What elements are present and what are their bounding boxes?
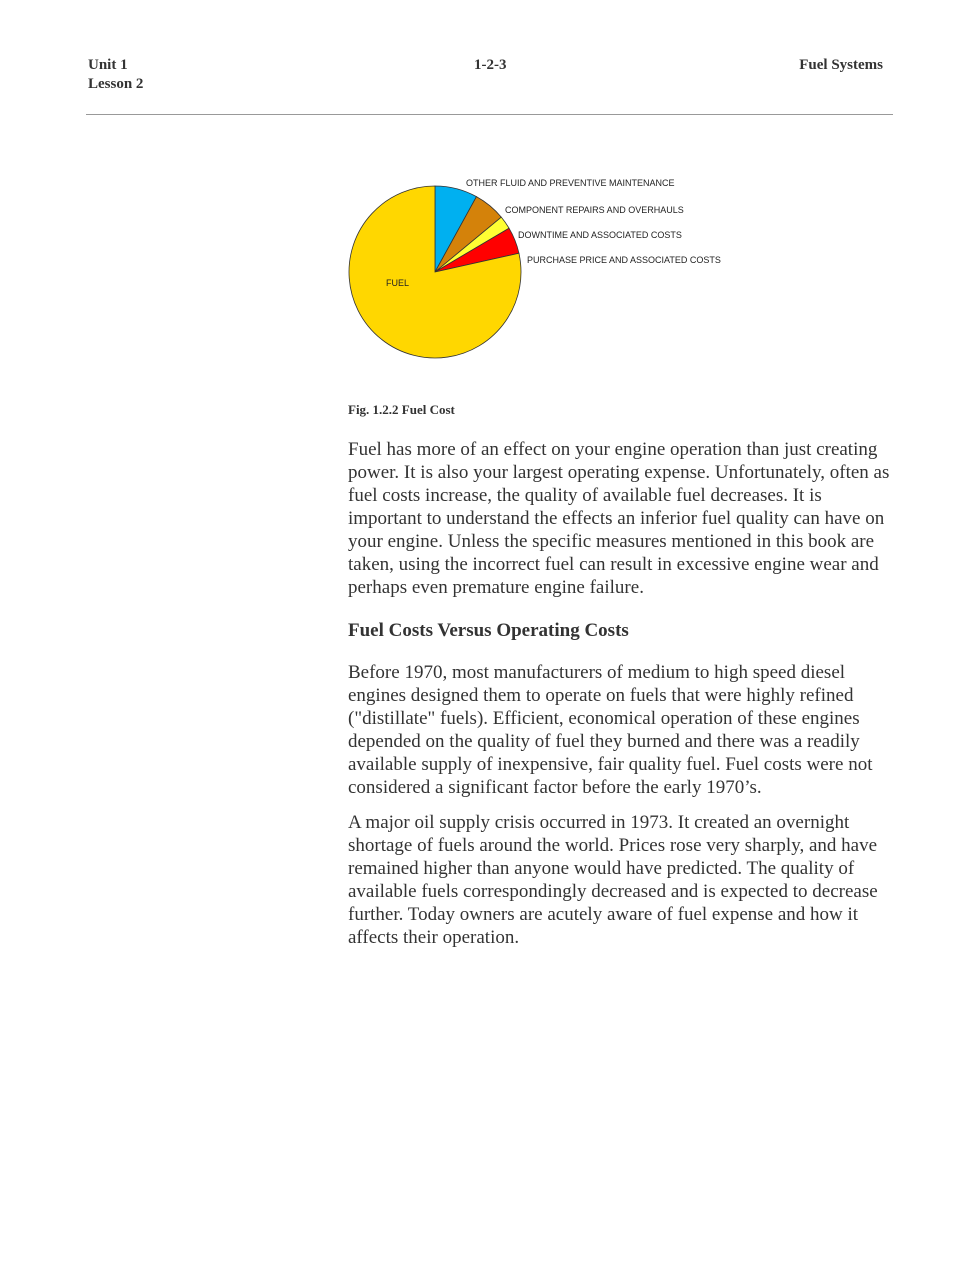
header-divider [86, 114, 893, 115]
pie-label-purchase-price-and-associated-costs: PURCHASE PRICE AND ASSOCIATED COSTS [527, 255, 721, 265]
intro-paragraph: Fuel has more of an effect on your engine operation than just creating power. It is also your largest operating expense. Unfortunately, often as fuel costs increase, the quality of available fuel decreases. It is important to understand the effects an inferior fuel quality can have on your engine. Unless the specific measures mentioned in this book are taken, using the incorrect fuel can result in excessive engine wear and perhaps even premature engine failure. [348, 439, 890, 598]
pie-label-other-fluid-and-preventive-maintenance: OTHER FLUID AND PREVENTIVE MAINTENANCE [466, 178, 675, 188]
unit-label: Unit 1 [88, 57, 128, 73]
fuel-cost-pie-chart [340, 170, 760, 370]
pie-label-downtime-and-associated-costs: DOWNTIME AND ASSOCIATED COSTS [518, 230, 682, 240]
history-paragraph: Before 1970, most manufacturers of medium to high speed diesel engines designed them to operate on fuels that were highly refined ("distillate" fuels). Efficient, economical operation of these engines depended on the quality of fuel they burned and there was a readily available supply of inexpensive, fair quality fuel. Fuel costs were not considered a significant factor before the early 1970’s. [348, 662, 873, 798]
section-heading: Fuel Costs Versus Operating Costs [348, 620, 629, 641]
pie-label-fuel: FUEL [386, 278, 410, 288]
pie-svg [340, 170, 760, 370]
pie-label-component-repairs-and-overhauls: COMPONENT REPAIRS AND OVERHAULS [505, 205, 684, 215]
figure-caption: Fig. 1.2.2 Fuel Cost [348, 402, 455, 417]
page-header-left [88, 56, 143, 94]
page-number: 1-2-3 [474, 57, 507, 73]
section-title: Fuel Systems [799, 57, 883, 73]
crisis-paragraph: A major oil supply crisis occurred in 1973. It created an overnight shortage of fuels around the world. Prices rose very sharply, and have remained higher than anyone would have predicted. The quality of available fuels correspondingly decreased and is expected to decrease further. Today owners are acutely aware of fuel expense and how it affects their operation. [348, 812, 878, 948]
lesson-label: Lesson 2 [88, 76, 144, 92]
